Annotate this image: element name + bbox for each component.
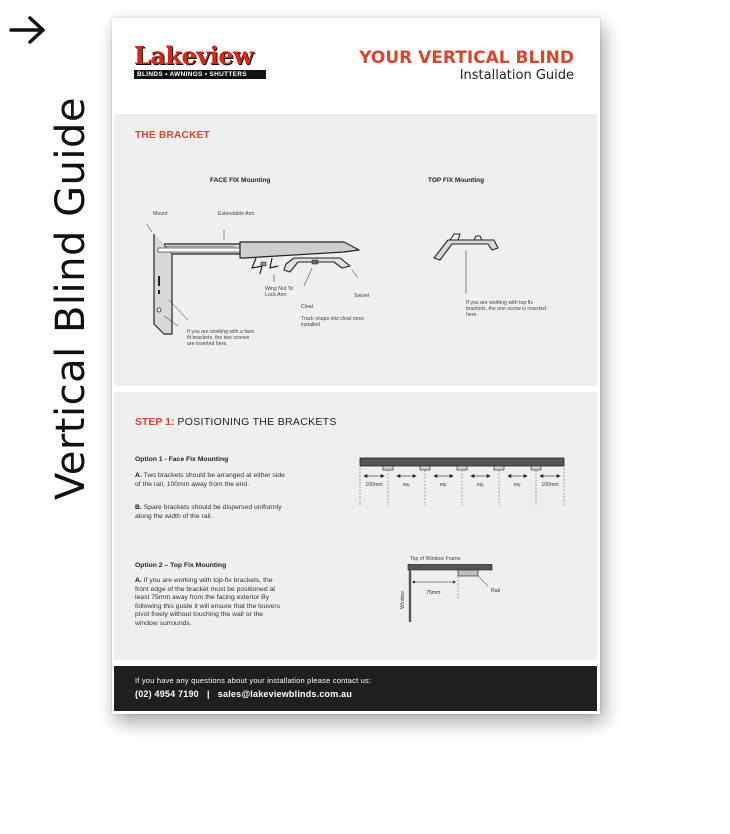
right-arrow-icon bbox=[8, 14, 48, 46]
top-fix-position-diagram bbox=[396, 564, 506, 626]
logo-name: Lakeview bbox=[134, 41, 254, 70]
option2-a-label: A. bbox=[135, 577, 142, 584]
side-banner bbox=[0, 0, 94, 520]
option1-para-b bbox=[135, 504, 285, 521]
rail-segment-label: eq. bbox=[402, 482, 411, 488]
swivel-label: Swivel bbox=[354, 293, 369, 299]
step-number: STEP 1: bbox=[135, 416, 175, 428]
mount-label: Mount bbox=[153, 211, 168, 217]
side-title: Vertical Blind Guide bbox=[48, 96, 94, 500]
rail-spacing-diagram bbox=[358, 456, 566, 508]
option1-a-text: Two brackets should be arranged at either side of the rail, 100mm away from the end. bbox=[135, 472, 285, 488]
face-fix-label: FACE FIX Mounting bbox=[210, 177, 271, 184]
top-fix-label: TOP FIX Mounting bbox=[428, 177, 485, 184]
track-snaps-label: Track snaps into cleat once installed bbox=[301, 316, 364, 328]
option1-title: Option 1 - Face Fix Mounting bbox=[135, 456, 229, 463]
cleat-label: Cleat bbox=[301, 304, 314, 310]
step-title: POSITIONING THE BRACKETS bbox=[177, 416, 337, 428]
top-fix-bracket-diagram bbox=[430, 230, 510, 300]
brand-logo bbox=[134, 43, 266, 79]
doc-header bbox=[112, 18, 600, 114]
window-label: Window bbox=[400, 591, 406, 609]
option2-a-text: If you are working with top-fix brackets, the front edge of the bracket must be positioned at least 75mm away from the facing exterior By following this guide it will ensure that the louvers pivot freely without touching the wall or the window surrounds. bbox=[135, 577, 281, 627]
email-link[interactable]: sales@lakeviewblinds.com.au bbox=[217, 689, 353, 699]
rail-segment-label: eq. bbox=[513, 482, 522, 488]
step1-panel bbox=[114, 392, 597, 660]
distance-label: 75mm bbox=[426, 590, 441, 596]
logo-tagline: BLINDS • AWNINGS • SHUTTERS bbox=[134, 70, 266, 79]
doc-title: YOUR VERTICAL BLIND bbox=[359, 48, 574, 68]
face-fix-screw-note: If you are working with a face fit brackets, the two screws are inserted here. bbox=[187, 329, 255, 347]
wing-nut-label: Wing Nut To Lock Arm bbox=[265, 286, 294, 298]
top-fix-screw-note: If you are working with top fix brackets, the one screw is inserted here. bbox=[466, 300, 546, 318]
doc-subtitle: Installation Guide bbox=[459, 68, 574, 83]
option2-title: Option 2 – Top Fix Mounting bbox=[135, 562, 227, 569]
rail-label: Rail bbox=[491, 588, 500, 594]
top-of-window-frame-label: Top of Window Frame bbox=[410, 556, 461, 562]
option1-para-a bbox=[135, 472, 285, 489]
option2-para-a bbox=[135, 577, 285, 629]
rail-segment-label: 100mm bbox=[541, 482, 559, 488]
bracket-section-title: THE BRACKET bbox=[135, 130, 210, 141]
option1-b-label: B. bbox=[135, 504, 142, 511]
contact-footer bbox=[114, 666, 597, 711]
footer-question: If you have any questions about your installation please contact us: bbox=[135, 676, 372, 685]
step1-heading bbox=[135, 416, 337, 428]
extendable-arm-label: Extendable Arm bbox=[218, 211, 255, 217]
rail-segment-label: 100mm bbox=[365, 482, 383, 488]
option1-a-label: A. bbox=[135, 472, 142, 479]
footer-contact bbox=[135, 689, 352, 699]
rail-segment-label: eq. bbox=[439, 482, 448, 488]
option1-b-text: Spare brackets should be dispersed uniformly along the width of the rail. bbox=[135, 504, 282, 520]
rail-segment-label: eq. bbox=[476, 482, 485, 488]
phone-number[interactable]: (02) 4954 7190 bbox=[135, 689, 199, 699]
bracket-panel bbox=[114, 114, 597, 386]
guide-sheet bbox=[112, 18, 600, 714]
contact-separator: | bbox=[206, 689, 210, 699]
